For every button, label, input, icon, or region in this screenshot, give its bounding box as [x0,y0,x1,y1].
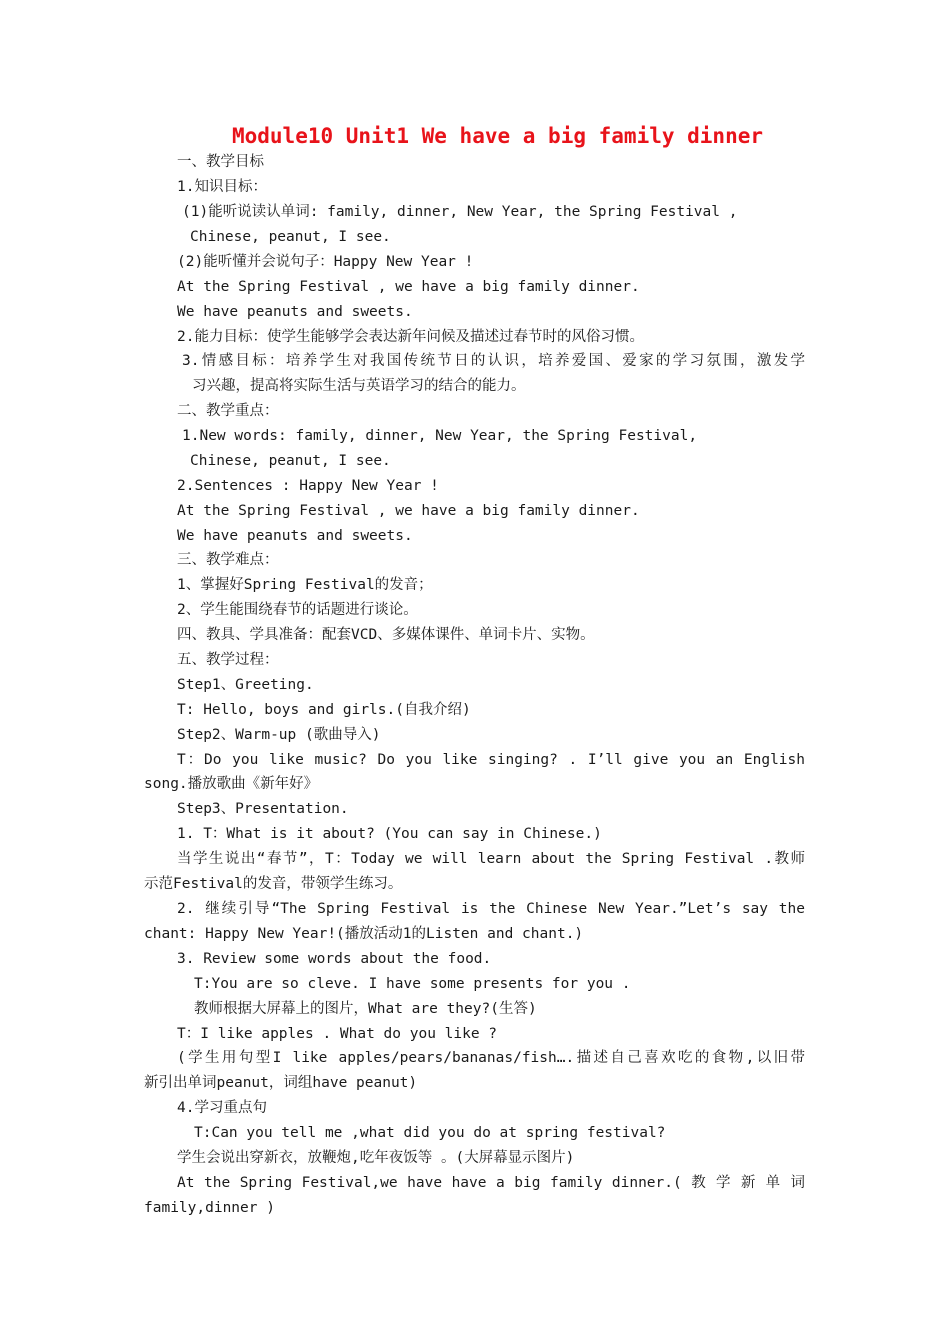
text-line: 2、学生能围绕春节的话题进行谈论。 [177,602,418,618]
text-line: 1、掌握好Spring Festival的发音； [177,577,433,593]
text-line: family,dinner ) [144,1200,275,1216]
text-line: song.播放歌曲《新年好》 [144,776,319,792]
section-heading-process: 五、教学过程： [177,652,279,668]
text-line: chant: Happy New Year!(播放活动1的Listen and chant.) [144,926,584,942]
text-line: T：Do you like music? Do you like singing? . I’ll give you an English [177,752,805,768]
text-line: 1.New words: family, dinner, New Year, the Spring Festival, [182,428,698,444]
text-line: At the Spring Festival , we have a big family dinner. [177,503,640,519]
text-line: Step1、Greeting. [177,677,314,693]
text-line: 习兴趣，提高将实际生活与英语学习的结合的能力。 [192,378,526,394]
text-line: Step2、Warm-up (歌曲导入) [177,727,381,743]
text-line: (1)能听说读认单词: family, dinner, New Year, the Spring Festival , [182,204,738,220]
text-line: Step3、Presentation. [177,801,349,817]
text-line: T: Hello, boys and girls.(自我介绍) [177,702,471,718]
text-line: 1. T：What is it about? (You can say in Chinese.) [177,826,602,842]
text-line: 2.能力目标：使学生能够学会表达新年问候及描述过春节时的风俗习惯。 [177,329,644,345]
text-line: Chinese, peanut, I see. [190,229,391,245]
section-heading-objectives: 一、教学目标 [177,154,264,170]
text-line: 当学生说出“春节”，T：Today we will learn about the Spring Festival .教师 [177,851,805,867]
text-line: T:Can you tell me ,what did you do at spring festival? [194,1125,666,1141]
text-line: 学生会说出穿新衣，放鞭炮,吃年夜饭等 。(大屏幕显示图片) [177,1150,575,1166]
document-title: Module10 Unit1 We have a big family dinner [231,124,763,148]
text-line: 2.Sentences : Happy New Year ! [177,478,439,494]
section-heading-materials: 四、教具、学具准备：配套VCD、多媒体课件、单词卡片、实物。 [177,627,595,643]
text-line: At the Spring Festival , we have a big family dinner. [177,279,640,295]
text-line: 示范Festival的发音，带领学生练习。 [144,876,403,892]
text-line: 1.知识目标： [177,179,267,195]
text-line: We have peanuts and sweets. [177,528,413,544]
text-line: 3.情感目标：培养学生对我国传统节日的认识，培养爱国、爱家的学习氛围，激发学 [182,353,805,369]
text-line: We have peanuts and sweets. [177,304,413,320]
text-line: 3. Review some words about the food. [177,951,492,967]
text-line: 2. 继续引导“The Spring Festival is the Chinese New Year.”Let’s say the [177,901,805,917]
text-line: 新引出单词peanut，词组have peanut) [144,1075,418,1091]
text-line: 教师根据大屏幕上的图片，What are they?(生答) [194,1001,537,1017]
text-line: T：I like apples . What do you like ? [177,1026,498,1042]
text-line: Chinese, peanut, I see. [190,453,391,469]
text-line: T:You are so cleve. I have some presents for you . [194,976,631,992]
text-line: At the Spring Festival,we have have a big family dinner.( 教 学 新 单 词 [177,1175,805,1191]
section-heading-key-points: 二、教学重点： [177,403,279,419]
text-line: 4.学习重点句 [177,1100,267,1116]
text-line: (学生用句型I like apples/pears/bananas/fish….描述自己喜欢吃的食物,以旧带 [177,1050,805,1066]
section-heading-difficulties: 三、教学难点： [177,552,279,568]
text-line: (2)能听懂并会说句子：Happy New Year ! [177,254,474,270]
